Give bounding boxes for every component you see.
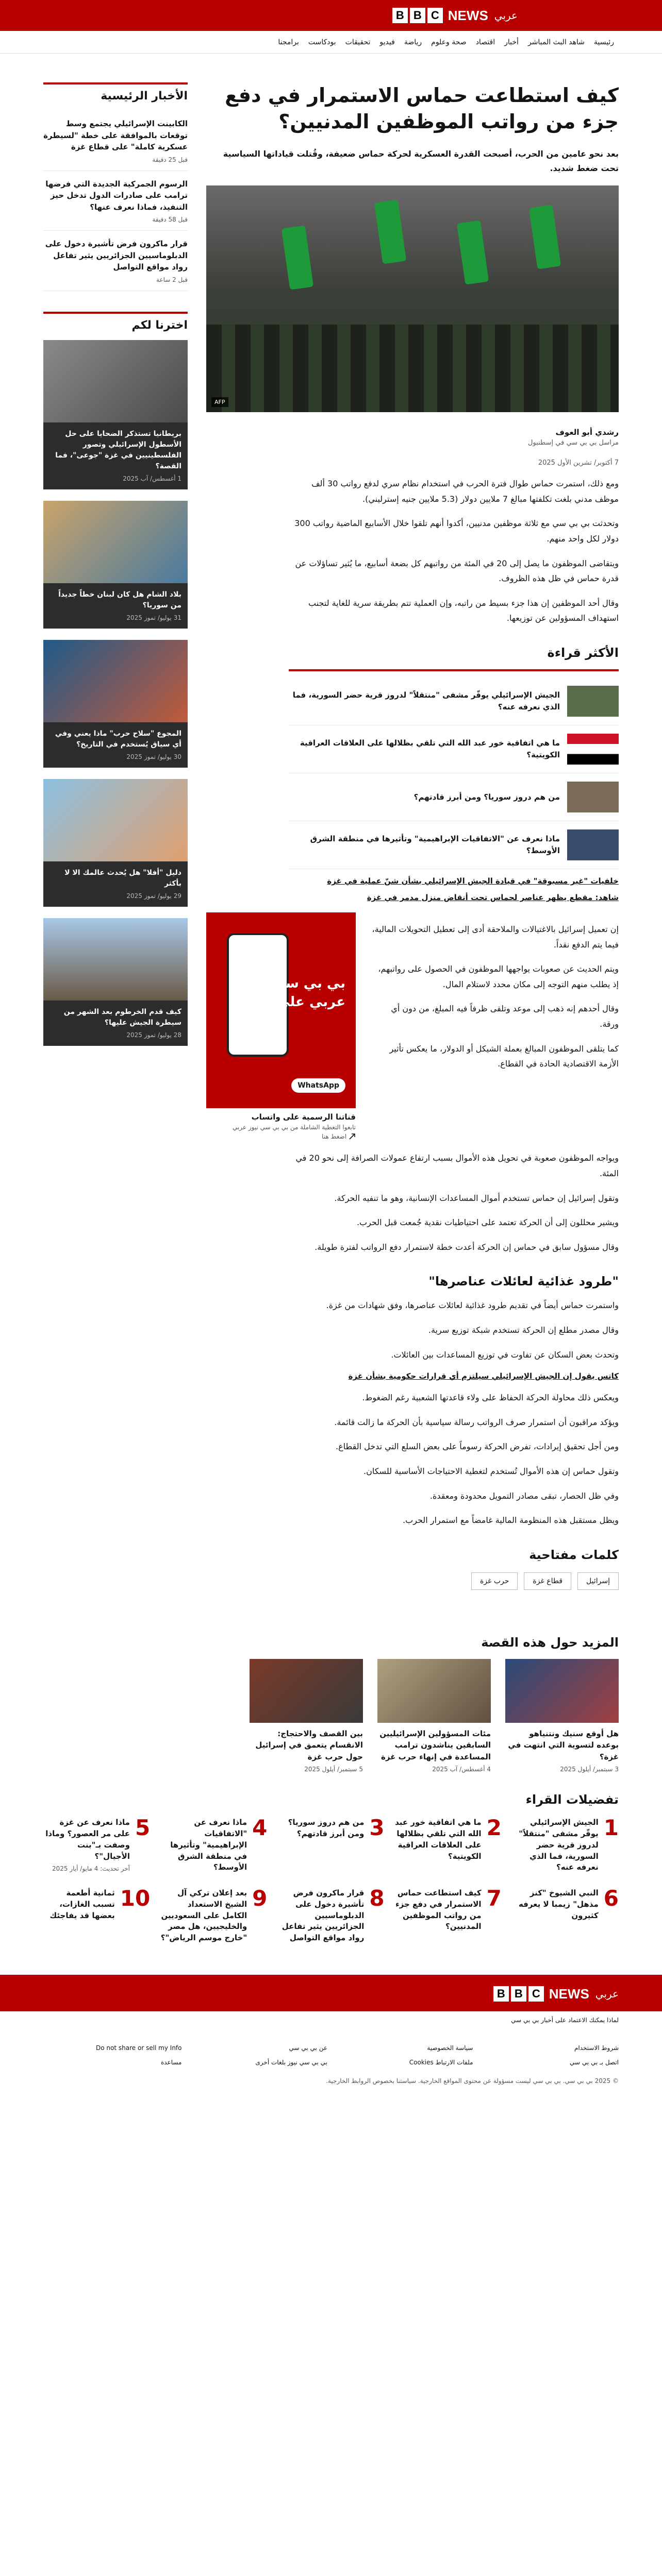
pick-date: 31 يوليو/ تموز 2025 <box>126 614 181 621</box>
popular-item[interactable] <box>395 1888 502 1944</box>
card-date: 5 سبتمبر/ أيلول 2025 <box>304 1766 363 1773</box>
card-title: هل أوقع سنيك ونتنياهو بوعده لتسوية التي انتهت في غزة؟ <box>508 1728 619 1761</box>
thumbnail <box>567 829 619 860</box>
paragraph: وقال مصدر مطلع إن الحركة تستخدم شبكة توزيع سرية. <box>428 1325 619 1335</box>
paragraph: وتقول إسرائيل إن حماس تستخدم أموال المساعدات الإنسانية، وهو ما تنفيه الحركة. <box>334 1193 619 1203</box>
footer-link[interactable]: اتصل بـ بي بي سي <box>569 2058 619 2066</box>
article <box>206 82 619 1616</box>
nav-item-news[interactable]: أخبار <box>504 38 519 46</box>
pick-image <box>43 340 188 422</box>
popular-title: النبي الشيوخ "كنز مذهل" زيمبا لا يعرفه كثيرون <box>518 1888 599 1920</box>
top-story-title: قرار ماكرون فرض تأشيرة دخول على الدبلوماسيين الجزائريين يثير تفاعل رواد مواقع التواصل <box>45 239 188 272</box>
popular-title: ماذا نعرف عن "الاتفاقيات الإبراهيمية" وتأثيرها في منطقة الشرق الأوسط؟ <box>170 1818 247 1872</box>
paragraph: ويتقاضى الموظفون ما يصل إلى 20 في المئة من رواتبهم كل بضعة أسابيع، ما يُثير تساؤلات عن قدرة حماس في ظل هذه الظروف. <box>295 558 619 584</box>
paragraph: وتحدثت بي بي سي مع ثلاثة موظفين مدنيين، أكدوا أنهم تلقوا خلال الأسابيع الماضية رواتب 300 دولار لكل واحد منهم. <box>294 518 619 544</box>
nav-item-home[interactable]: رئيسية <box>593 38 614 46</box>
pick-image <box>43 918 188 1001</box>
article-summary: بعد نحو عامين من الحرب، أصبحت القدرة العسكرية لحركة حماس ضعيفة، وقُتلت قياداتها السياسية تحت ضغط شديد. <box>223 148 619 174</box>
logo-letter-b1: B <box>392 8 408 23</box>
card-image <box>250 1659 363 1723</box>
logo-letter-b2: B <box>410 8 425 23</box>
pick-caption <box>43 583 188 629</box>
topics-heading: كلمات مفتاحية <box>529 1547 619 1562</box>
footer-link[interactable]: ملفات الارتباط Cookies <box>409 2058 473 2066</box>
pick-title: المجوع "سلاح حرب" ماذا يعني وفي أي سياق يُستخدم في التاريخ؟ <box>55 729 181 749</box>
flag-shape <box>529 205 561 269</box>
most-read-title: من هم دروز سوريا؟ ومن أبرز قادتهم؟ <box>413 792 560 802</box>
popular-heading: تفضيلات القراء <box>525 1792 619 1807</box>
pick-image <box>43 640 188 722</box>
paragraph: ويشير محللون إلى أن الحركة تعتمد على احتياطيات نقدية جُمعت قبل الحرب. <box>356 1217 619 1228</box>
related-link[interactable]: كاتس يقول إن الجيش الإسرائيلي سيلتزم أي قرارات حكومية بشأن غزة <box>348 1371 619 1381</box>
topic-tag[interactable]: حرب غزة <box>471 1572 518 1590</box>
paragraph: ومع ذلك، استمرت حماس طوال فترة الحرب في استخدام نظام سري لدفع رواتب 30 ألف موظف مدني بلغت تكلفتها مبالغ 7 ملايين دولار (5.3 ملايين جنيه إسترليني). <box>311 479 619 504</box>
paragraph: وتقول حماس إن هذه الأموال تُستخدم لتغطية الاحتياجات الأساسية للسكان. <box>363 1466 619 1476</box>
card-date: 3 سبتمبر/ أيلول 2025 <box>560 1766 619 1773</box>
top-story[interactable] <box>43 111 188 171</box>
pick-caption <box>43 422 188 489</box>
paragraph: ومن أجل تحقيق إيرادات، تفرض الحركة رسوماً على بعض السلع التي تدخل القطاع. <box>336 1442 619 1452</box>
most-read-item[interactable] <box>289 677 619 725</box>
nav-item-programs[interactable]: برامجنا <box>278 38 299 46</box>
more-on-story <box>43 1635 619 1944</box>
flag-shape <box>374 200 406 264</box>
logo-news: NEWS <box>448 7 488 23</box>
thumbnail <box>567 686 619 717</box>
footer-link[interactable]: بي بي سي نيوز بلغات أخرى <box>255 2058 327 2066</box>
promo-image-text: بي بي سي نيوز عربي على تطبيق <box>230 975 345 1010</box>
logo-arabic: عربي <box>494 9 518 22</box>
pick-title: بلاد الشام هل كان لبنان خطاً جديداً من سوريا؟ <box>58 590 181 609</box>
rank-number: 3 <box>369 1815 385 1841</box>
whatsapp-promo <box>206 912 619 1141</box>
logo-arabic: عربي <box>595 1988 619 2001</box>
rank-number: 10 <box>120 1886 151 1911</box>
popular-item[interactable] <box>43 1817 150 1873</box>
paragraph: واستمرت حماس أيضاً في تقديم طرود غذائية لعائلات عناصرها، وفق شهادات من غزة. <box>326 1300 619 1311</box>
most-read-title: الجيش الإسرائيلي يوقّر مشفى "منتقلاً" لدروز قرية حضر السورية، فما الذي نعرفه عنه؟ <box>292 690 560 711</box>
most-read-heading: الأكثر قراءة <box>547 645 619 660</box>
footer <box>0 1975 662 2100</box>
card-date: 4 أغسطس/ آب 2025 <box>432 1766 491 1773</box>
popular-item[interactable] <box>43 1888 150 1944</box>
promo-share-label: اضغط هنا <box>322 1132 347 1140</box>
popular-item[interactable] <box>512 1888 619 1944</box>
popular-date: آخر تحديث: 4 مايو/ أيار 2025 <box>52 1865 130 1873</box>
hero-image <box>206 185 619 412</box>
paragraph: ويظل مستقبل هذه المنظومة المالية غامضاً مع استمرار الحرب. <box>403 1515 619 1526</box>
promo-share <box>206 1133 356 1141</box>
pick-card[interactable] <box>43 501 188 629</box>
top-story-date: قبل 58 دقيقة <box>152 216 188 223</box>
flag-shape <box>282 226 313 290</box>
top-story[interactable] <box>43 171 188 231</box>
paragraph: كما يتلقى الموظفون المبالغ بعملة الشيكل أو الدولار، ما يعكس تأثير الأزمة الاقتصادية الحادة في القطاع. <box>389 1043 619 1069</box>
nav-item-economy[interactable]: اقتصاد <box>475 38 495 46</box>
card-image <box>377 1659 491 1723</box>
pick-caption <box>43 1001 188 1046</box>
related-link[interactable]: خلفيات "غير مسبوقة" في قيادة الجيش الإسرائيلي بشأن شنّ عملية في غزة <box>327 876 619 886</box>
footer-link-grid <box>43 2029 619 2071</box>
pick-date: 29 يوليو/ تموز 2025 <box>126 892 181 900</box>
most-read-title: ماذا نعرف عن "الاتفاقيات الإبراهيمية" وتأثيرها في منطقة الشرق الأوسط؟ <box>310 834 560 855</box>
story-card[interactable] <box>250 1659 363 1773</box>
paragraph: وتحدث بعض السكان عن تفاوت في توزيع المساعدات بين العائلات. <box>391 1349 619 1360</box>
story-card[interactable] <box>377 1659 491 1773</box>
author-role: مراسل بي بي سي في إسطنبول <box>527 439 619 447</box>
promo-title: قناتنا الرسمية على واتساب <box>251 1112 356 1122</box>
top-story[interactable] <box>43 231 188 291</box>
thumbnail <box>567 734 619 765</box>
most-read-item[interactable] <box>289 773 619 821</box>
card-image <box>505 1659 619 1723</box>
more-heading: المزيد حول هذه القصة <box>481 1635 619 1650</box>
most-read-item[interactable] <box>289 821 619 869</box>
nav-item-health[interactable]: صحة وعلوم <box>431 38 467 46</box>
popular-item[interactable] <box>160 1888 267 1944</box>
paragraph: وقال أحد الموظفين إن هذا جزء بسيط من راتبه، وإن العملية تتم بطريقة سرية للغاية لتجنب استهداف المسؤولين عن توزيعها. <box>308 598 619 623</box>
logo-letter-c: C <box>528 1986 544 2002</box>
popular-item[interactable] <box>512 1817 619 1873</box>
top-story-title: الرسوم الجمركية الجديدة التي فرضها ترامب على صادرات الدول تدخل حيز التنفيذ، فماذا نعرف عنها؟ <box>45 179 188 212</box>
topic-tag[interactable]: قطاع غزة <box>524 1572 571 1590</box>
rank-number: 9 <box>252 1886 268 1911</box>
popular-title: ماذا نعرف عن غزة على مر العصور؟ وماذا وصفت بـ"بنت الأجيال"؟ <box>45 1818 130 1861</box>
most-read-title: ما هي اتفاقية خور عبد الله التي تلقي بظلالها على العلاقات العراقية الكويتية؟ <box>300 738 560 759</box>
paragraph: ويواجه الموظفون صعوبة في تحويل هذه الأموال بسبب ارتفاع عمولات الصرافة إلى نحو 20 في المئة. <box>295 1153 619 1179</box>
paragraph: وقال مسؤول سابق في حماس إن الحركة أعدت خطة لاستمرار دفع الرواتب لفترة طويلة. <box>315 1242 619 1252</box>
popular-title: ثمانية أطعمة تسبب الغازات، بعضها قد يفاجئك <box>49 1888 115 1920</box>
logo-letter-c: C <box>427 8 443 23</box>
paragraph: ويعكس ذلك محاولة الحركة الحفاظ على ولاء قاعدتها الشعبية رغم الضغوط. <box>362 1393 619 1403</box>
popular-title: من هم دروز سوريا؟ ومن أبرز قادتهم؟ <box>288 1818 365 1838</box>
pick-card[interactable] <box>43 918 188 1046</box>
flag-shape <box>457 221 489 285</box>
nav-item-podcast[interactable]: بودكاست <box>308 38 336 46</box>
image-credit: AFP <box>211 397 228 407</box>
popular-title: الجيش الإسرائيلي يوقّر مشفى "منتقلاً" لدروز قرية حضر السورية، فما الذي نعرفه عنه؟ <box>519 1818 599 1872</box>
nav-item-video[interactable]: فيديو <box>379 38 395 46</box>
copyright: © 2025 بي بي سي. بي بي سي ليست مسؤولة عن محتوى المواقع الخارجية. سياستنا بخصوص الروابط الخارجية. <box>326 2077 619 2084</box>
pick-date: 28 يوليو/ تموز 2025 <box>126 1031 181 1039</box>
header-bar <box>0 0 662 31</box>
top-story-date: قبل 25 دقيقة <box>152 156 188 163</box>
main-nav <box>0 31 662 54</box>
popular-item[interactable] <box>277 1817 384 1873</box>
rank-number: 2 <box>486 1815 502 1841</box>
footer-link[interactable]: شروط الاستخدام <box>574 2044 619 2052</box>
footer-link[interactable]: سياسة الخصوصية <box>427 2044 473 2052</box>
footer-logo[interactable] <box>43 1986 619 2002</box>
paragraph: ويؤكد مراقبون أن استمرار صرف الرواتب رسالة سياسية بأن الحركة ما زالت قائمة. <box>334 1417 619 1427</box>
card-title: بين القصف والاحتجاج: الانقسام يتعمق في إسرائيل حول حرب غزة <box>255 1728 363 1761</box>
most-read-item[interactable] <box>289 725 619 773</box>
story-card[interactable] <box>505 1659 619 1773</box>
byline <box>206 428 619 467</box>
promo-image <box>206 912 356 1108</box>
crowd-shape <box>206 325 619 412</box>
more-cards <box>43 1659 619 1773</box>
sidebar <box>43 82 188 1616</box>
footer-link[interactable]: Do not share or sell my Info <box>96 2044 182 2052</box>
article-title: كيف استطاعت حماس الاستمرار في دفع جزء من رواتب الموظفين المدنيين؟ <box>225 84 619 133</box>
pick-title: كيف قدم الخرطوم بعد الشهر من سيطرة الجيش عليها؟ <box>63 1007 181 1027</box>
pick-title: دليل "أفلا" هل يُحدث عالمك الا لا بأكثر <box>64 868 181 888</box>
top-stories-heading: الأخبار الرئيسية <box>43 82 188 103</box>
pick-card[interactable] <box>43 640 188 768</box>
pick-date: 1 أغسطس/ آب 2025 <box>123 474 181 482</box>
pick-card[interactable] <box>43 340 188 489</box>
pick-caption <box>43 722 188 768</box>
footer-link[interactable]: عن بي بي سي <box>289 2044 327 2052</box>
nav-item-investigations[interactable]: تحقيقات <box>345 38 371 46</box>
author-name: رشدي أبو العوف <box>555 428 619 437</box>
pick-image <box>43 501 188 583</box>
paragraph: ويتم الحديث عن صعوبات يواجهها الموظفون في الحصول على رواتبهم، إذ يطلب منهم التوجه إلى مكان محدد لاستلام المال. <box>378 964 619 989</box>
whatsapp-badge: WhatsApp <box>291 1078 345 1093</box>
popular-list <box>43 1817 619 1944</box>
logo-news: NEWS <box>549 1986 589 2002</box>
footer-links <box>0 2011 662 2100</box>
rank-number: 6 <box>603 1886 619 1911</box>
paragraph: إن تعميل إسرائيل بالاغتيالات والملاحقة أدى إلى تعطيل التحويلات المالية، فيما يتم الدفع نقداً. <box>372 924 619 950</box>
rank-number: 4 <box>252 1815 268 1841</box>
rank-number: 8 <box>369 1886 385 1911</box>
popular-title: كيف استطاعت حماس الاستمرار في دفع جزء من رواتب الموظفين المدنيين؟ <box>395 1888 482 1931</box>
top-story-title: الكابينت الإسرائيلي يجتمع وسط توقعات بالموافقة على خطة "لسيطرة عسكرية كاملة" على قطاع غزة <box>43 119 188 151</box>
promo-subtitle: تابعوا التغطية الشاملة من بي بي سي نيوز عربي <box>232 1123 356 1131</box>
bbc-news-logo[interactable] <box>392 8 518 24</box>
pick-date: 30 يوليو/ تموز 2025 <box>126 753 181 760</box>
rank-number: 5 <box>135 1815 151 1841</box>
popular-title: ما هي اتفاقية خور عبد الله التي تلقي بظلالها على العلاقات العراقية الكويتية؟ <box>395 1818 482 1861</box>
related-link[interactable]: شاهد: مقطع يظهر عناصر لحماس تحت أنقاض منزل مدمر في غزة <box>367 892 619 902</box>
popular-item[interactable] <box>277 1888 384 1944</box>
pick-image <box>43 779 188 861</box>
section-heading: "طرود غذائية لعائلات عناصرها" <box>428 1274 619 1289</box>
logo-letter-b1: B <box>493 1986 509 2002</box>
external-link-icon <box>349 1133 356 1140</box>
nav-item-sport[interactable]: رياضة <box>404 38 422 46</box>
logo-letter-b2: B <box>511 1986 526 2002</box>
paragraph: وقال أحدهم إنه ذهب إلى موعد وتلقى ظرفاً فيه المبلغ، من دون أي ورقة. <box>391 1004 619 1029</box>
pick-caption <box>43 861 188 907</box>
popular-item[interactable] <box>395 1817 502 1873</box>
picks-heading: اخترنا لكم <box>43 312 188 332</box>
card-title: مئات المسؤولين الإسرائيليين السابقين يناشدون ترامب المساعدة في إنهاء حرب غزة <box>379 1728 491 1761</box>
topic-tag[interactable]: إسرائيل <box>577 1572 619 1590</box>
publish-date: 7 أكتوبر/ تشرين الأول 2025 <box>538 459 619 467</box>
paragraph: وفي ظل الحصار، تبقى مصادر التمويل محدودة ومعقدة. <box>429 1490 619 1501</box>
popular-item[interactable] <box>160 1817 267 1873</box>
pick-card[interactable] <box>43 779 188 907</box>
thumbnail <box>567 782 619 812</box>
top-story-date: قبل 2 ساعة <box>156 276 188 283</box>
footer-link[interactable]: مساعدة <box>160 2058 182 2066</box>
article-body <box>206 476 619 1528</box>
most-read-list <box>289 669 619 869</box>
footer-trust-link[interactable]: لماذا يمكنك الاعتماد على أخبار بي بي سي <box>511 2016 619 2024</box>
whatsapp-promo-card[interactable] <box>206 912 356 1141</box>
pick-title: بريطانيا تستذكر الضحايا على حل الأسطول الإسرائيلي وتصور الفلسطينيين في غزة "جوعى"، فما القصة؟ <box>55 429 181 470</box>
rank-number: 1 <box>603 1815 619 1841</box>
topics-list <box>206 1572 619 1590</box>
popular-title: بعد إعلان تركي آل الشيخ الاستعداد الكامل على السعوديين والخليجيين، هل مصر "خارج موسم الرياض"؟ <box>160 1888 247 1942</box>
popular-title: قرار ماكرون فرض تأشيرة دخول على الدبلوماسيين الجزائريين يثير تفاعل رواد مواقع التواصل <box>282 1888 365 1942</box>
rank-number: 7 <box>486 1886 502 1911</box>
nav-item-live[interactable]: شاهد البث المباشر <box>527 38 585 46</box>
